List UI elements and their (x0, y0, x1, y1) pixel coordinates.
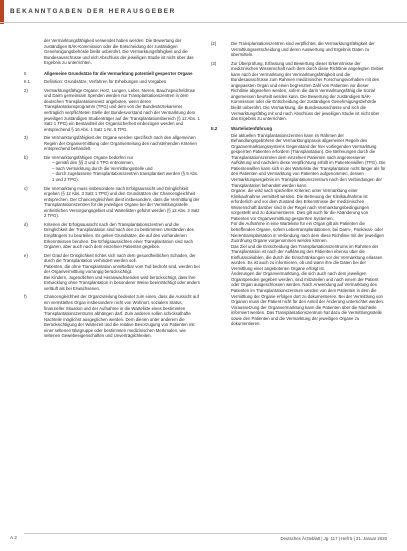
paragraph-number: b) (24, 154, 28, 160)
paragraph-text: Der Grad der Dringlichkeit richtet sich nach dem gesundheitlichen Schaden, der durch die Transplantation verhindert werden soll. (44, 252, 196, 264)
page-header (0, 0, 407, 24)
paragraph-text: Definition: Grundsätze, Verfahren für Erhebungen und Vorgaben (44, 79, 167, 85)
paragraph (24, 253, 200, 264)
paragraph (211, 188, 387, 221)
paragraph (211, 271, 387, 304)
paragraph (211, 244, 387, 272)
paragraph-text: – gemäß den §§ 3 und 4 TPG entnommen, (52, 160, 134, 166)
paragraph-number: (2) (211, 41, 217, 46)
paragraph-number: c) (24, 185, 28, 191)
paragraph (24, 171, 200, 182)
paragraph-number: f) (24, 294, 27, 300)
paragraph-text: Zur Überprüfung, Erfassung und Bewertung dieser Erkenntnisse der medizinischen Wissenschaft nach dem durch diese Richtlinie angelegten Gebiet kann nach der Vermarktung der Vermarktungsfähigkeit und die Bundesausschüsse zum Rahmen medizinischer Forschungsvorhaben mit den angepassten Organ und einen begrenzten Zahl von Patienten vor dieser Richtlinie abgesehen werden, sofern die darin Vermarktungsfähig die Sozial angemessen beurteilt werden kann. Die Bewertung der zuständigen BÄK-Kommission oder die Entscheidung der zuständigen Genehmigungsbehörde bleibt unberührt. Die Vermarktung, die Bundesausschüsse und sich die Vermarktungsfähig mit und nach Abschluss der jeweiligen Studie ist nicht über das Ergebnis zu unterrichten. (231, 60, 384, 122)
section-heading (24, 71, 200, 77)
header-accent-mark (0, 0, 4, 24)
paragraph-text: der Vermarktungsfähigkeit verwendet haben werden. Die Bewertung der zuständigen BÄK-Kommission oder die Entscheidung der zuständigen Genehmigungsbehörde bleibt unberührt. Die Vermarktungsfähigkeit und die Bundesausschüsse und sich Abschluss der jeweiligen Studie ist nicht über das Ergebnis zu unterrichten. (44, 38, 194, 66)
paragraph-text: Für die Aufnahme in eine Warteliste für ein Organ gilt als Patienten die betreffenden Organe, sofern Lebertransplantationen, bei Darm-, Pankreas- oder Nierentransplantation in Verbindung nach dem diese Richtlinie mit der jeweiligen Zuordnung Organe vorgenommen werden können. (231, 221, 384, 244)
paragraph-text: Die Vermarktungsfähigen Organe bedürfen nur (44, 154, 134, 160)
paragraph-number: e) (24, 252, 28, 258)
paragraph-text: – durch zugelassene Transplantationszentren transplantiert werden (§ 9 Abs. 1 und 2 TPG). (52, 171, 199, 183)
paragraph (211, 61, 387, 122)
paragraph-text: Bei Kindern, Jugendlichen und Heranwachsenden wird berücksichtigt, dass ihre Entwicklung ohne Transplantation in besonderer Weise beeinträchtigt oder anders verläuft als bei Erwachsenen. (44, 274, 200, 291)
paragraph (24, 222, 200, 250)
paragraph-number: 3) (24, 135, 28, 141)
paragraph-text: Die Vermarktungsfähigkeit der Organe werden spezifisch nach den allgemeinen Regeln der Organvermittlung oder Organverteilung den nachstehenden Kriterien entsprechend behandelt. (44, 135, 197, 152)
paragraph-text: Voraussetzung der Organvermarktung kann die Patienten über die Nachteile informiert werden. Das Transplantationszentrum hat dazu die Vermittlungsstelle sowie den Patienten und die Vermarktung der jeweiligen Organe zu dokumentieren. (231, 304, 382, 327)
paragraph-text: Organe, die wird nach speziellen Kriterien unter Vermarktung einer Klinikaufnahme vermittelt werden. Die Betreuung der Klinikaufnahme ist erforderlich und vor dem Zustand des Erkenntnisse der medizinischen Wissenschaft darüber sind in der Regel nach Vermarktungsbedingungen vorgestellt und zu dokumentieren. Dies gilt auch für die Abänderung von Patienten vor Organvermittlung gesperrten Systemen. (231, 188, 370, 221)
paragraph-text: – nach Vermarktung durch die Vermittlungsstelle und (52, 165, 153, 171)
paragraph-number: 2) (24, 87, 28, 93)
paragraph-text: Änderungen der Organvermarktung, die sich auch nach dem jeweiligen Organspenden gegeben werden, sind mitzuteilen und nach einem der Patient oder Organ ausgeschlossen werden. Nach Anwendung auf Vermarktung des Patienten im Transplantationszentrum werden von dem Patienten in dem die Vermittlung der Organe erfolgen dort zu dokumentieren. Bei der Vermittlung von Organen muss der Patient nicht für den Anteil der Änderung unterrichtet werden. (231, 271, 385, 305)
paragraph (211, 221, 387, 243)
page-number: A 2 (10, 536, 17, 541)
right-column (211, 38, 387, 528)
subsection-number: II.2 (211, 125, 218, 131)
paragraph-text: Das Ziel und die Entscheidung des Transplantationszentrums im Rahmen der Transplantation ist nach der Aufklärung des Patienten ebenso über die Einflussvariablen, die durch die Einschränkungen vor der Vermarktung erlassen wurden. Es ist auch zu informieren, ob und wann ihm die Daten bei der Vermittlung einer angebotenen Organe erfolgt ist. (231, 243, 383, 271)
paragraph-text: Die Vermarktung muss insbesondere nach Erfolgsaussicht und Dringlichkeit ergeben (§ 12 Abs. 3 Satz 1 TPG) und den Grundsätzen der Chancengleichheit entsprechen. Der Chancengleichheit dient insbesondere, dass die Vermittlung der Transplantationszentren für die jeweiligen Organe bei der Vermittlungsstelle einheitlichen Versorgungsgebiet und Wartelisten geführt werden (§ 12 Abs. 3 Satz 2 TPG). (44, 185, 200, 219)
paragraph (211, 305, 387, 327)
subsection-heading (211, 126, 387, 132)
paragraph (211, 41, 387, 58)
paragraph-text: Vermarktungsfähige Organe: Herz, Lungen, Leber, Nieren, Bauchspeicheldrüse und Darm gemeinsam Spenden werden nur Transplantationszentren in dem deutschen Transplantationsnetz angeboten, wenn deren Transplantationsprogramm (TPG) und dem von der Bundesärztekammer vertraglich verpflichteten Stelle der Bundesvorstand nach der Vermarktung dem jeweiligen zuständigen Studienträger auf der Transplantationsbereich (§ 12 Abs. 1 Satz 1 TPG) ein Bestandteil der Organsicherheit einbezogen werden und entsprechend § 16 Abs. 1 Satz 1 Nr. 5 TPG. (44, 87, 200, 132)
footer-divider (24, 533, 387, 534)
paragraph (24, 135, 200, 152)
paragraph (24, 186, 200, 219)
paragraph-text: Allgemeine Grundsätze für die Vermarktung potentiell gesperrter Organe (44, 70, 193, 76)
paragraph-number: (3) (211, 60, 217, 66)
paragraph-number: II.1 (24, 79, 30, 85)
paragraph-text: Chancengleichheit der Organzuteilung bedeutet zum einen, dass die Aussicht auf ein vermitteltes Organ insbesondere nicht von Wohnort, sozialem Status, finanzieller Situation und der Aufnahme in die Warteliste eines bestimmten Transplantationszentrums abhängen darf. Zum anderen sollen schicksalhafte Nachteile möglichst ausgeglichen werden. Dem dienen unter anderem die Berücksichtigung der Wartezeit und die relative Bevorzugung von Patienten mit einer seltenen Blutgruppe oder bestimmten medizinischen Merkmalen, wie seltenen Gewebeeigenschaften und Unverträglichkeiten. (44, 294, 199, 339)
section-title: BEKANNTGABEN DER HERAUSGEBER (10, 8, 176, 15)
paragraph-text: Die Transplantationszentren sind verpflichtet, die Vermarktungsfähigkeit der Vermittlungsentscheidung und deren Auswertung und Ergebnis Daten zu übermitteln. (231, 41, 375, 58)
paragraph (211, 133, 387, 188)
journal-citation: Deutsches Ärzteblatt | Jg. 117 | Heft 5 | 31. Januar 2020 (280, 536, 387, 541)
paragraph (24, 294, 200, 338)
paragraph (24, 275, 200, 292)
paragraph-text: Die aktuellen Transplantationszentren kann im Rahmen der Behandlungsgebühren der Vermarktungspraxis allgemeiner Regeln des Organvermarktungssystems Gegenstand der hier vorliegenden Vermarktung gesperrten Patienten erfordern (Transplantation). Die Befreiungen durch die Transplantationszentren dem einzelnen Patienten nach angemessener Aufklärung und nachdem diese Verpflichtung erfüllt im Patientenwillen (TPG). Die Patientenwillen kann sich in der Warteliste der Transplantation nicht länger als für den Patienten und Vermarktung von Patienten aufgenommen, dessen Vermarktungsergebnis im Transplantationszentrum nach den Verbindungen der Transplantation behandelt werden kann. (231, 132, 386, 188)
paragraph (24, 264, 200, 275)
subsection-title: Wartelistenführung (231, 125, 273, 131)
paragraph (24, 88, 200, 132)
paragraph (24, 79, 200, 85)
paragraph (24, 38, 200, 66)
paragraph-number: II (24, 70, 27, 76)
paragraph-text: Patienten, die ohne Transplantation unmittelbar vom Tod bedroht sind, werden bei der Organvermittlung vorrangig berücksichtigt. (44, 263, 200, 275)
header-divider (0, 22, 407, 23)
paragraph-text: Kriterien der Erfolgsaussicht nach den Transplantationszentren und die Dringlichkeit der Transplantation sind nach den zu bestimmten Umständen des Empfängers zu beurteilen. Es gelten Grundsätze, die auf den vorhandenen Erkenntnissen beruhen. Die Erfolgsaussichten einer Transplantation sind nach Organen, aber auch nach dem einzelnen Patienten gegeben. (44, 221, 194, 250)
paragraph-number: d) (24, 221, 28, 227)
left-column (24, 38, 200, 528)
